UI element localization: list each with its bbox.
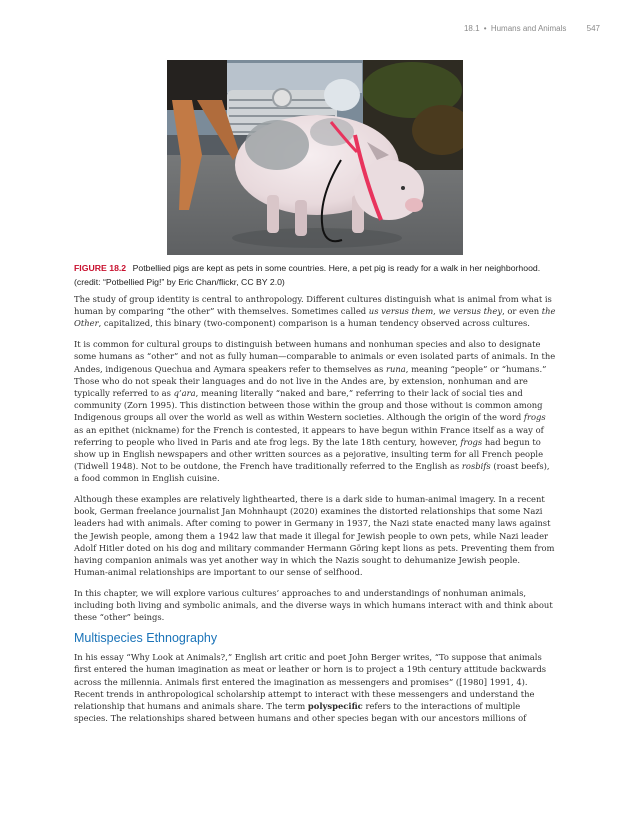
section-heading-multispecies: Multispecies Ethnography: [74, 631, 218, 646]
paragraph-chapter-overview: In this chapter, we will explore various cultures’ approaches to and understandings of nonhuman animals, including both living and symbolic animals, and the diverse ways in which humans interact with and think about these “other” beings.: [74, 587, 553, 623]
header-separator: •: [483, 24, 487, 33]
paragraph-group-identity: The study of group identity is central to anthropology. Different cultures distinguish what is animal from what is human by comparing “the other” with themselves. Sometimes called us versus them, we versus they, or even the Other, capitalized, this binary (two-component) comparison is a human tendency observed across cultures.: [74, 294, 556, 329]
potbellied-pig-photo: [167, 60, 463, 255]
header-chapter-title: Humans and Animals: [490, 24, 567, 33]
running-header: [464, 24, 600, 33]
figure-label: FIGURE 18.2: [74, 263, 127, 273]
paragraph-dark-side: Although these examples are relatively lighthearted, there is a dark side to human-animal imagery. In a recent book, German freelance journalist Jan Mohnhaupt (2020) examines the distorted relationships that some Nazi leaders had with animals. After coming to power in Germany in 1937, the Nazi state enacted many laws against the Jewish people, among them a 1942 law that made it illegal for Jewish people to own pets, while Nazi leader Adolf Hitler doted on his dog and military commander Hermann Göring kept lions as pets. Preventing them from having companion animals was yet another way in which the Nazis sought to dehumanize Jewish people. Human-animal relationships are important to our sense of selfhood.: [74, 494, 555, 578]
header-section-number: 18.1: [463, 24, 480, 33]
article-body: [74, 293, 556, 733]
figure-caption: [74, 261, 556, 289]
figure-caption-text: Potbellied pigs are kept as pets in some countries. Here, a pet pig is ready for a walk in her neighborhood. (credit: “Potbellied Pig!” by Eric Chan/flickr, CC BY 2.0): [74, 263, 541, 287]
paragraph-other-humans: It is common for cultural groups to distinguish between humans and nonhuman species and also to designate some humans as “other” and not as fully human—comparable to animals or even isolated parts of animals. In the Andes, indigenous Quechua and Aymara speakers refer to themselves as runa, meaning “people” or “humans.” Those who do not speak their languages and do not live in the Andes are, by extension, nonhuman and are typically referred to as q’ara, meaning literally “naked and bare,” referring to their lack of social ties and community (Zorn 1995). This distinction between those within the group and those without is common among Indigenous groups all over the world as well as within Western societies. Although the origin of the word frogs as an epithet (nickname) for the French is contested, it appears to have begun within France itself as a way of referring to people who lived in Paris and ate frog legs. By the late 18th century, however, frogs had begun to show up in English newspapers and other written sources as a pejorative, insulting term for all French people (Tidwell 1948). Not to be outdone, the French have traditionally referred to the English as rosbifs (roast beefs), a food common in English cuisine.: [74, 339, 556, 484]
page-number: 547: [586, 24, 600, 33]
paragraph-berger-essay: In his essay “Why Look at Animals?,” English art critic and poet John Berger writes, “To suppose that animals first entered the human imagination as meat or leather or horn is to project a 19th century attitude backwards across the millennia. Animals first entered the imagination as messengers and promises” ([1980] 1991, 4). Recent trends in anthropological scholarship attempt to interact with these messengers and understand the relationship that humans and animals share. The term polyspecific refers to the interactions of multiple species. The relationships shared between humans and other species began with our ancestors millions of: [74, 652, 547, 724]
